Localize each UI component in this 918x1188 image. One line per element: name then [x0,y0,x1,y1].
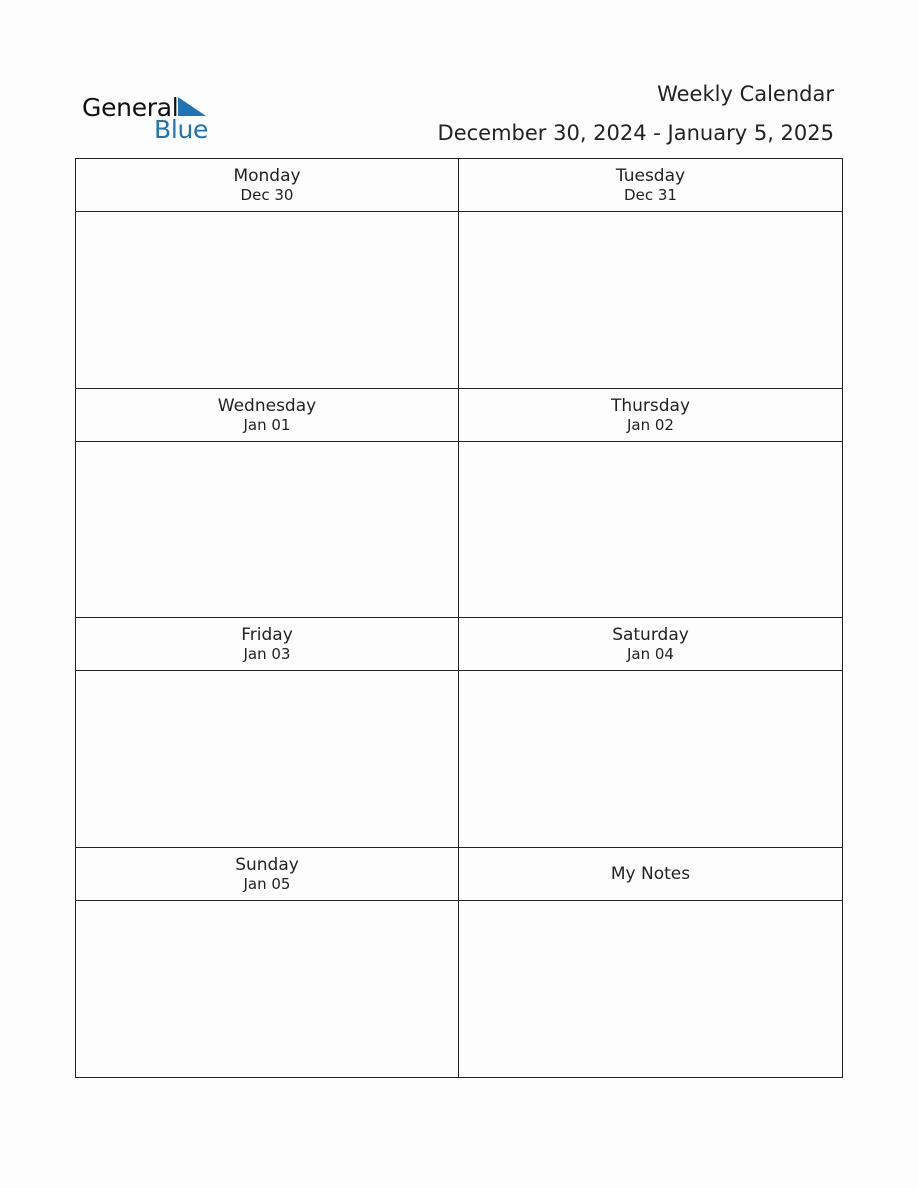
day-notes-area[interactable] [76,901,458,1078]
day-cell-sunday [76,848,459,1078]
day-name: Saturday [612,625,689,645]
logo-triangle-icon [178,97,206,116]
day-date: Jan 05 [243,874,291,893]
day-cell-friday [76,618,459,848]
notes-header [459,848,842,901]
day-notes-area[interactable] [459,212,842,388]
generalblue-logo [82,94,222,146]
day-header [459,389,842,442]
day-cell-tuesday [459,159,842,389]
day-name: Sunday [235,854,299,875]
day-header [459,159,842,212]
day-name: Wednesday [217,395,317,416]
day-date: Dec 30 [240,186,294,204]
day-cell-monday [76,159,459,389]
day-name: Friday [241,625,293,645]
day-date: Jan 03 [243,645,291,663]
weekly-calendar-grid [75,158,843,1078]
day-date: Jan 01 [243,415,291,434]
page-title: Weekly Calendar [657,82,834,106]
day-header [459,618,842,671]
notes-area[interactable] [459,901,842,1078]
day-name: Thursday [610,395,691,416]
notes-label: My Notes [610,863,691,884]
logo-text-blue: Blue [154,115,209,144]
day-header [76,848,458,901]
day-name: Monday [233,166,301,186]
my-notes-cell [459,848,842,1078]
day-header [76,389,458,442]
day-notes-area[interactable] [76,442,458,618]
date-range: December 30, 2024 - January 5, 2025 [437,121,834,145]
day-date: Dec 31 [624,186,677,204]
day-date: Jan 04 [627,645,674,663]
day-notes-area[interactable] [459,442,842,618]
logo-text-general: General [82,93,179,122]
day-cell-wednesday [76,389,459,619]
day-cell-thursday [459,389,842,619]
day-cell-saturday [459,618,842,848]
day-notes-area[interactable] [459,671,842,847]
day-header [76,159,458,212]
day-notes-area[interactable] [76,212,458,388]
day-date: Jan 02 [627,415,674,434]
day-name: Tuesday [615,166,686,186]
day-header [76,618,458,671]
day-notes-area[interactable] [76,671,458,847]
